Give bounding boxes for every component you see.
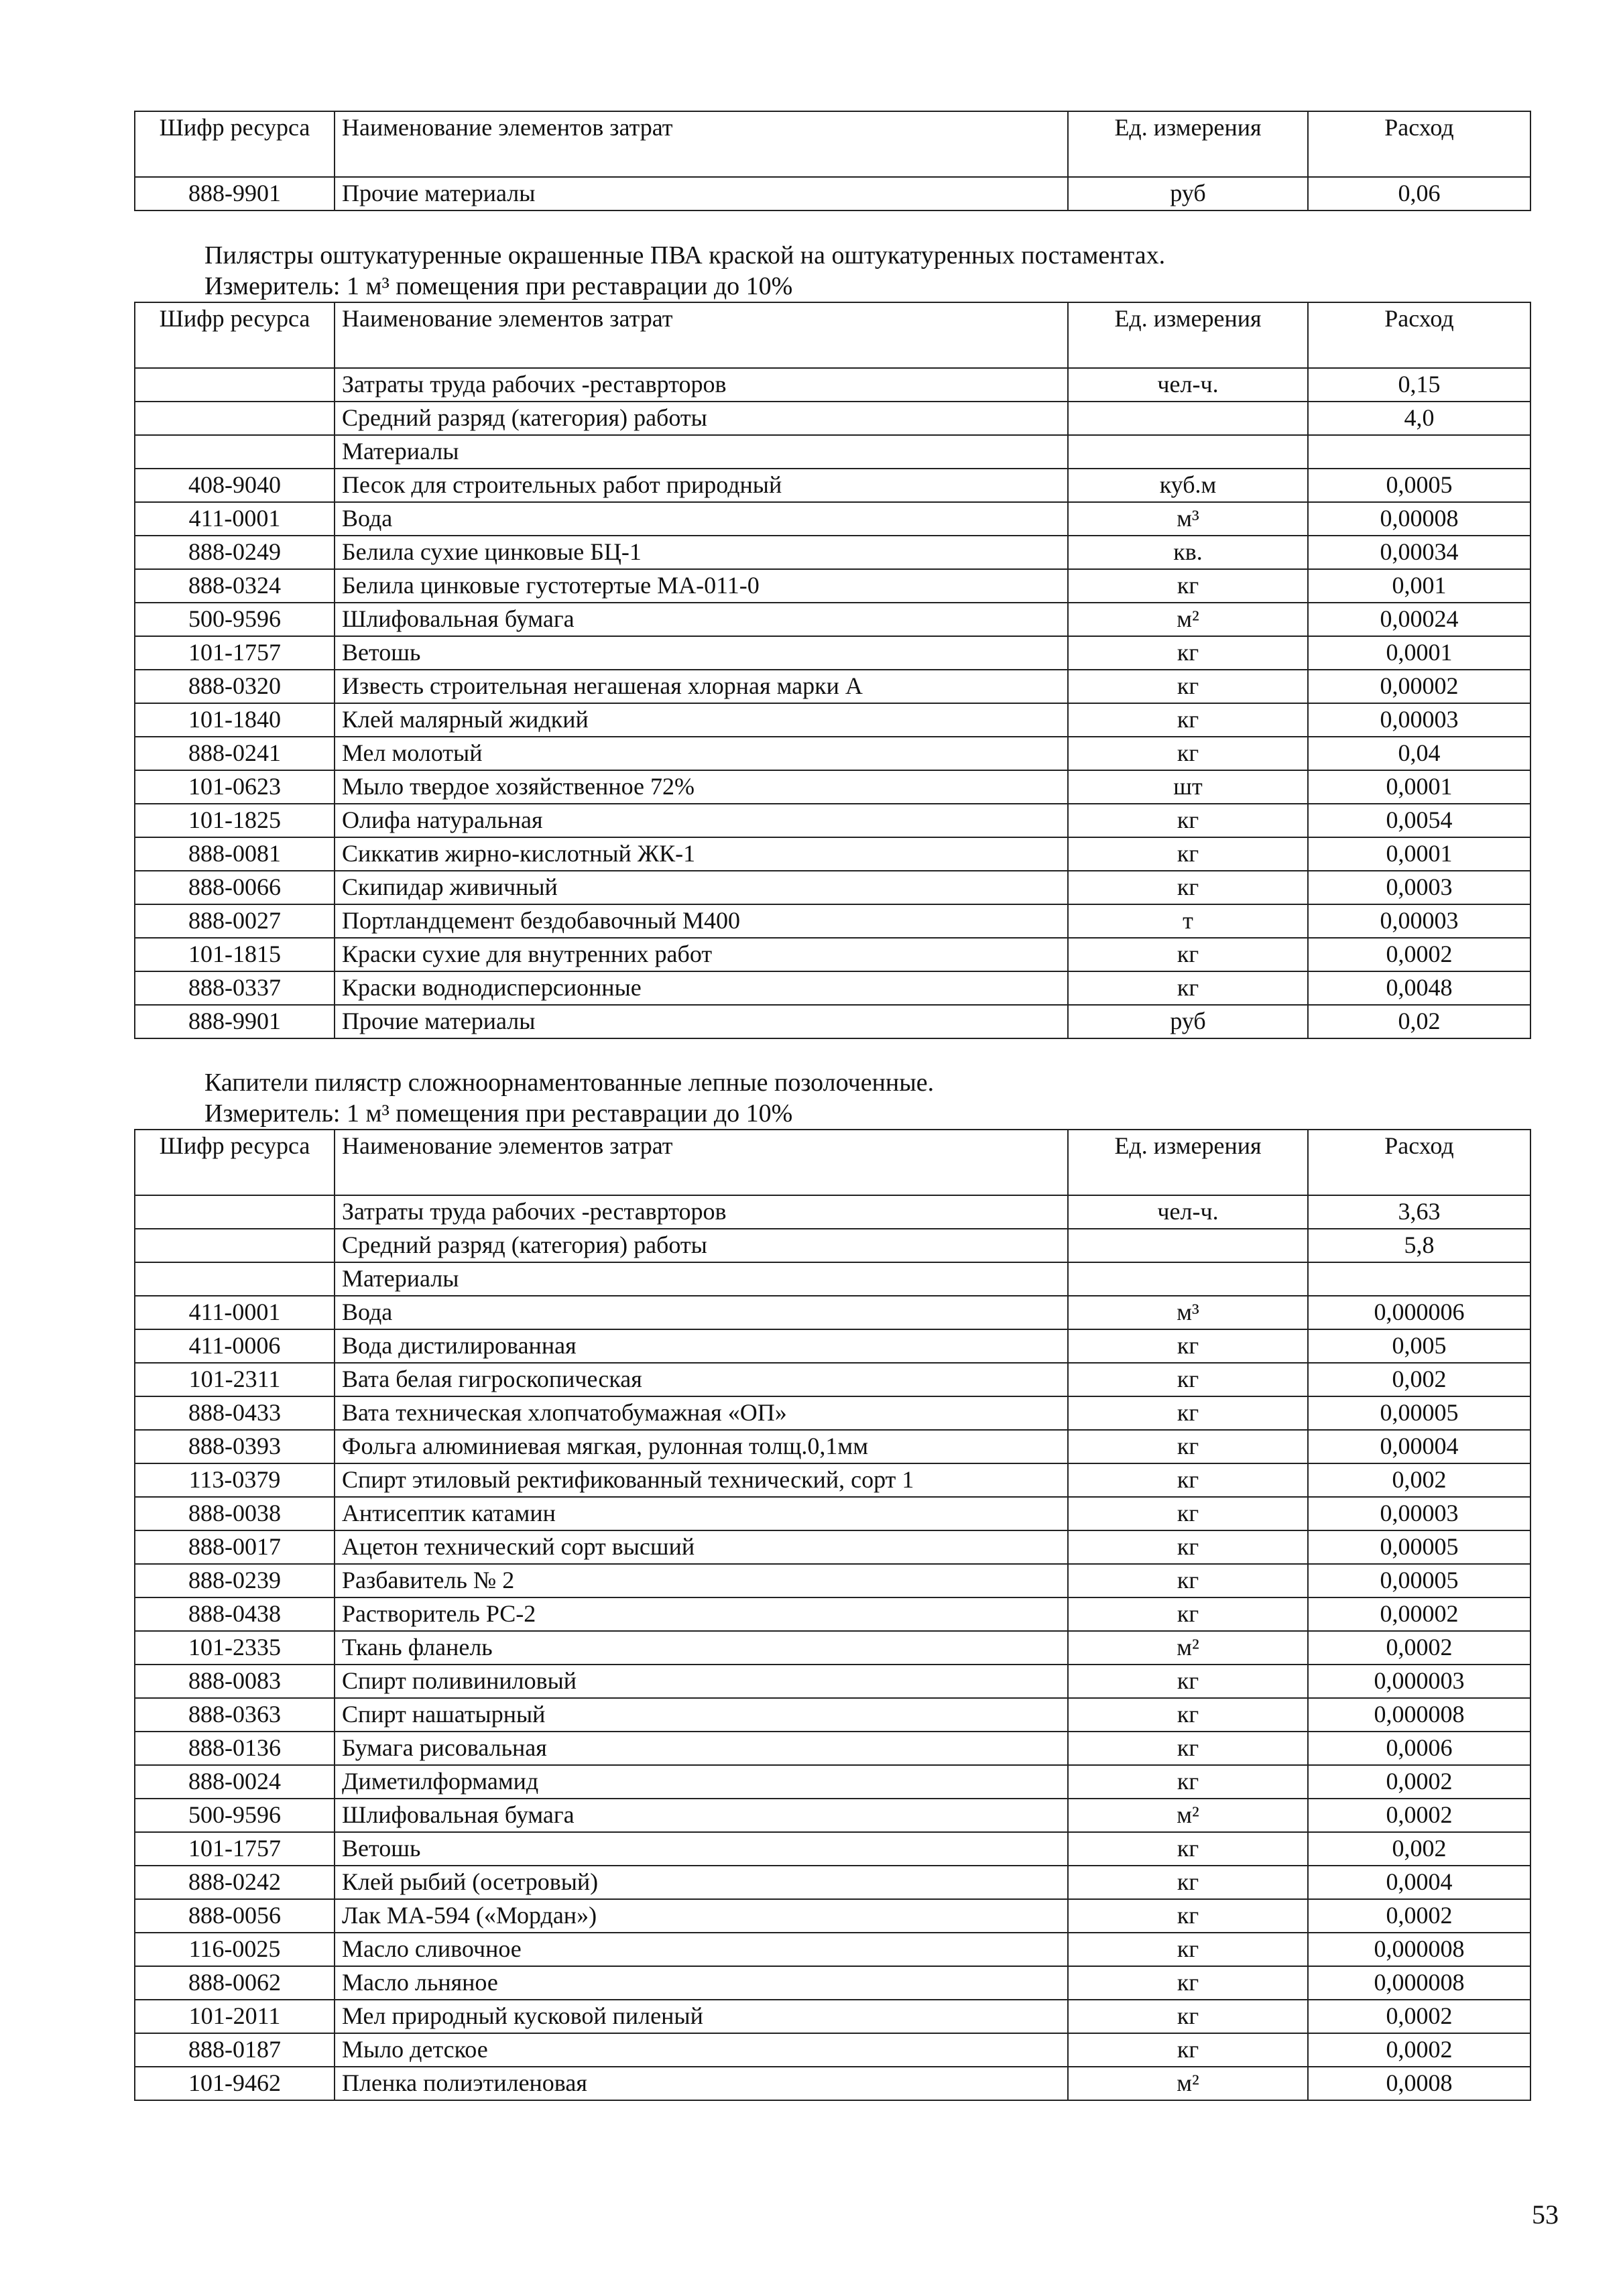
cell-amount: 0,000003 [1308,1665,1530,1698]
cell-code: 101-2311 [135,1363,335,1396]
cell-code: 408-9040 [135,469,335,502]
cell-code: 101-1840 [135,703,335,737]
cell-code [135,368,335,402]
cell-name: Затраты труда рабочих -реставрторов [335,1195,1068,1229]
table-row [135,177,1530,210]
table-row [135,971,1530,1005]
page-number: 53 [1532,2199,1559,2230]
cell-code: 101-1815 [135,938,335,971]
cell-unit: кг [1068,1329,1308,1363]
cell-unit: кг [1068,1497,1308,1530]
cell-name: Бумага рисовальная [335,1732,1068,1765]
cell-unit: кг [1068,1597,1308,1631]
table-row [135,1229,1530,1262]
cell-name: Средний разряд (категория) работы [335,1229,1068,1262]
cell-code: 101-2335 [135,1631,335,1665]
table-row [135,2000,1530,2033]
cell-name: Фольга алюминиевая мягкая, рулонная толщ.0,1мм [335,1430,1068,1463]
cell-amount: 0,00002 [1308,670,1530,703]
cell-name: Олифа натуральная [335,804,1068,837]
cell-amount: 0,0006 [1308,1732,1530,1765]
cell-name: Антисептик катамин [335,1497,1068,1530]
table-row [135,569,1530,603]
cell-amount: 0,000008 [1308,1933,1530,1966]
table-row [135,1732,1530,1765]
table-row [135,502,1530,536]
cell-amount: 0,00005 [1308,1396,1530,1430]
header-name: Наименование элементов затрат [335,1130,1068,1195]
cell-unit: м³ [1068,1296,1308,1329]
table-row [135,904,1530,938]
cell-amount: 0,00003 [1308,904,1530,938]
cell-code: 116-0025 [135,1933,335,1966]
header-code: Шифр ресурса [135,1130,335,1195]
cell-code: 888-9901 [135,177,335,210]
cell-code: 888-0320 [135,670,335,703]
table-row [135,1530,1530,1564]
cell-code [135,402,335,435]
cell-code [135,1195,335,1229]
cell-amount: 0,0054 [1308,804,1530,837]
cell-unit: кг [1068,1933,1308,1966]
cell-code [135,1262,335,1296]
cell-unit: кг [1068,971,1308,1005]
cell-name: Вата белая гигроскопическая [335,1363,1068,1396]
cell-unit: куб.м [1068,469,1308,502]
cell-name: Мел природный кусковой пиленый [335,2000,1068,2033]
table-row [135,1933,1530,1966]
cell-name: Шлифовальная бумага [335,603,1068,636]
table-row [135,536,1530,569]
cell-unit: кг [1068,636,1308,670]
cell-code: 888-0324 [135,569,335,603]
table-row [135,670,1530,703]
cell-code: 888-0062 [135,1966,335,2000]
table-row [135,2033,1530,2067]
cell-name: Затраты труда рабочих -реставрторов [335,368,1068,402]
cell-unit: чел-ч. [1068,1195,1308,1229]
cell-amount: 0,00003 [1308,703,1530,737]
table-row [135,469,1530,502]
cell-name: Песок для строительных работ природный [335,469,1068,502]
cell-name: Сиккатив жирно-кислотный ЖК-1 [335,837,1068,871]
cell-unit [1068,1229,1308,1262]
cell-code [135,435,335,469]
table-row [135,1296,1530,1329]
header-code: Шифр ресурса [135,111,335,177]
header-amount: Расход [1308,1130,1530,1195]
cell-code: 101-1825 [135,804,335,837]
cell-amount: 0,000008 [1308,1966,1530,2000]
cell-unit: кг [1068,703,1308,737]
cell-amount: 0,0003 [1308,871,1530,904]
cell-unit: кг [1068,1363,1308,1396]
cell-name: Материалы [335,1262,1068,1296]
table-row [135,1665,1530,1698]
table-row [135,1765,1530,1799]
cell-amount: 0,04 [1308,737,1530,770]
header-unit: Ед. измерения [1068,302,1308,368]
cell-code: 101-1757 [135,1832,335,1866]
cell-unit: руб [1068,1005,1308,1038]
cell-name: Шлифовальная бумага [335,1799,1068,1832]
cell-name: Материалы [335,435,1068,469]
cell-amount: 0,002 [1308,1463,1530,1497]
table-row [135,603,1530,636]
cell-unit: кг [1068,1899,1308,1933]
cell-unit: кг [1068,1463,1308,1497]
table-row [135,770,1530,804]
cell-unit: руб [1068,177,1308,210]
cell-amount: 3,63 [1308,1195,1530,1229]
cell-unit: кг [1068,1564,1308,1597]
cell-unit: кг [1068,1832,1308,1866]
cell-amount: 0,00024 [1308,603,1530,636]
cell-code: 101-1757 [135,636,335,670]
cell-amount: 0,15 [1308,368,1530,402]
cell-unit: м² [1068,1631,1308,1665]
cell-code: 888-0363 [135,1698,335,1732]
cell-amount: 0,000006 [1308,1296,1530,1329]
cell-name: Белила цинковые густотертые МА-011-0 [335,569,1068,603]
cell-code: 888-0083 [135,1665,335,1698]
table-row [135,435,1530,469]
table-section1 [134,302,1530,1039]
table-row [135,402,1530,435]
cell-code: 888-0066 [135,871,335,904]
table-row [135,1966,1530,2000]
cell-amount: 0,00002 [1308,1597,1530,1631]
table-row [135,1463,1530,1497]
cell-name: Разбавитель № 2 [335,1564,1068,1597]
cell-code: 888-0433 [135,1396,335,1430]
table-row [135,837,1530,871]
header-amount: Расход [1308,111,1530,177]
cell-unit: кг [1068,737,1308,770]
table-row [135,368,1530,402]
cell-unit: кг [1068,1396,1308,1430]
cell-amount [1308,435,1530,469]
cell-unit [1068,435,1308,469]
cell-code: 888-0038 [135,1497,335,1530]
table-top-continuation [134,111,1530,211]
cell-amount: 0,0002 [1308,2000,1530,2033]
section2-title: Капители пилястр сложноорнаментованные лепные позолоченные. [204,1069,935,1097]
table-row [135,1866,1530,1899]
cell-code: 888-9901 [135,1005,335,1038]
cell-amount: 0,005 [1308,1329,1530,1363]
cell-amount: 0,0048 [1308,971,1530,1005]
cell-amount: 5,8 [1308,1229,1530,1262]
cell-unit: кг [1068,569,1308,603]
table-row [135,1832,1530,1866]
cell-unit: чел-ч. [1068,368,1308,402]
cell-code: 888-0024 [135,1765,335,1799]
table-row [135,636,1530,670]
cell-code: 500-9596 [135,1799,335,1832]
cell-code: 888-0249 [135,536,335,569]
table-row [135,1597,1530,1631]
cell-code: 888-0241 [135,737,335,770]
cell-amount: 0,002 [1308,1363,1530,1396]
table-row [135,938,1530,971]
cell-unit: м³ [1068,502,1308,536]
cell-code: 101-9462 [135,2067,335,2100]
cell-amount: 0,06 [1308,177,1530,210]
cell-code: 888-0017 [135,1530,335,1564]
cell-name: Ветошь [335,636,1068,670]
cell-amount: 0,000008 [1308,1698,1530,1732]
cell-name: Лак МА-594 («Мордан») [335,1899,1068,1933]
table-row [135,1005,1530,1038]
cell-unit: кг [1068,1430,1308,1463]
cell-unit [1068,402,1308,435]
cell-name: Вата техническая хлопчатобумажная «ОП» [335,1396,1068,1430]
cell-unit [1068,1262,1308,1296]
cell-code: 411-0001 [135,502,335,536]
cell-amount: 0,0004 [1308,1866,1530,1899]
cell-name: Портландцемент бездобавочный М400 [335,904,1068,938]
cell-unit: кг [1068,1966,1308,2000]
cell-code: 500-9596 [135,603,335,636]
cell-unit: кг [1068,1698,1308,1732]
cell-code: 888-0027 [135,904,335,938]
table-row [135,2067,1530,2100]
cell-unit: кг [1068,837,1308,871]
header-amount: Расход [1308,302,1530,368]
cell-unit: кг [1068,1765,1308,1799]
cell-name: Ткань фланель [335,1631,1068,1665]
cell-amount: 0,0001 [1308,770,1530,804]
cell-name: Растворитель РС-2 [335,1597,1068,1631]
cell-name: Клей рыбий (осетровый) [335,1866,1068,1899]
cell-name: Масло льняное [335,1966,1068,2000]
section2-measure: Измеритель: 1 м³ помещения при реставрации до 10% [204,1099,793,1128]
cell-code: 888-0187 [135,2033,335,2067]
cell-name: Спирт нашатырный [335,1698,1068,1732]
table-row [135,1899,1530,1933]
cell-unit: кг [1068,1866,1308,1899]
cell-code: 101-2011 [135,2000,335,2033]
cell-unit: кг [1068,938,1308,971]
cell-name: Мыло детское [335,2033,1068,2067]
cell-code: 411-0001 [135,1296,335,1329]
cell-code: 888-0242 [135,1866,335,1899]
cell-unit: кг [1068,670,1308,703]
table-header [135,302,1530,368]
cell-amount: 0,0002 [1308,1799,1530,1832]
cell-name: Вода [335,502,1068,536]
cell-unit: м² [1068,1799,1308,1832]
cell-amount: 0,0002 [1308,1899,1530,1933]
cell-amount: 0,00004 [1308,1430,1530,1463]
cell-name: Прочие материалы [335,1005,1068,1038]
cell-code: 888-0438 [135,1597,335,1631]
table-row [135,871,1530,904]
cell-amount: 0,002 [1308,1832,1530,1866]
cell-amount: 0,0005 [1308,469,1530,502]
cell-name: Прочие материалы [335,177,1068,210]
table-row [135,1430,1530,1463]
cell-name: Ветошь [335,1832,1068,1866]
cell-amount: 0,00003 [1308,1497,1530,1530]
table-row [135,1799,1530,1832]
cell-amount: 0,0002 [1308,1631,1530,1665]
cell-unit: кв. [1068,536,1308,569]
header-code: Шифр ресурса [135,302,335,368]
cell-name: Мыло твердое хозяйственное 72% [335,770,1068,804]
cell-amount: 0,00005 [1308,1530,1530,1564]
cell-name: Масло сливочное [335,1933,1068,1966]
cell-name: Клей малярный жидкий [335,703,1068,737]
cell-name: Вода дистилированная [335,1329,1068,1363]
cell-code: 888-0136 [135,1732,335,1765]
cell-unit: кг [1068,2033,1308,2067]
cell-code [135,1229,335,1262]
table-row [135,1195,1530,1229]
cell-amount: 0,0008 [1308,2067,1530,2100]
header-name: Наименование элементов затрат [335,302,1068,368]
section1-title: Пилястры оштукатуренные окрашенные ПВА краской на оштукатуренных постаментах. [204,241,1166,269]
cell-unit: кг [1068,1665,1308,1698]
table-header [135,111,1530,177]
cell-amount: 0,0001 [1308,636,1530,670]
table-row [135,703,1530,737]
cell-name: Диметилформамид [335,1765,1068,1799]
table-row [135,1262,1530,1296]
cell-code: 888-0081 [135,837,335,871]
table-row [135,1363,1530,1396]
cell-code: 888-0393 [135,1430,335,1463]
cell-name: Спирт этиловый ректификованный технический, сорт 1 [335,1463,1068,1497]
cell-amount: 0,02 [1308,1005,1530,1038]
cell-name: Пленка полиэтиленовая [335,2067,1068,2100]
cell-amount: 0,00034 [1308,536,1530,569]
section1-measure: Измеритель: 1 м³ помещения при реставрации до 10% [204,272,793,300]
cell-amount: 0,00008 [1308,502,1530,536]
cell-code: 888-0337 [135,971,335,1005]
cell-unit: кг [1068,1732,1308,1765]
cell-name: Ацетон технический сорт высший [335,1530,1068,1564]
header-unit: Ед. измерения [1068,1130,1308,1195]
cell-amount: 0,001 [1308,569,1530,603]
cell-amount: 0,0002 [1308,2033,1530,2067]
cell-unit: кг [1068,804,1308,837]
table-row [135,737,1530,770]
table-row [135,1497,1530,1530]
cell-unit: м² [1068,2067,1308,2100]
cell-unit: т [1068,904,1308,938]
table-section2 [134,1129,1530,2101]
cell-name: Краски сухие для внутренних работ [335,938,1068,971]
cell-name: Белила сухие цинковые БЦ-1 [335,536,1068,569]
cell-amount: 0,0001 [1308,837,1530,871]
table-row [135,1698,1530,1732]
cell-unit: кг [1068,1530,1308,1564]
cell-name: Мел молотый [335,737,1068,770]
table-row [135,1564,1530,1597]
cell-name: Краски воднодисперсионные [335,971,1068,1005]
cell-unit: кг [1068,871,1308,904]
cell-name: Спирт поливиниловый [335,1665,1068,1698]
cell-name: Вода [335,1296,1068,1329]
cell-code: 101-0623 [135,770,335,804]
cell-code: 888-0056 [135,1899,335,1933]
table-row [135,1329,1530,1363]
cell-code: 888-0239 [135,1564,335,1597]
cell-code: 113-0379 [135,1463,335,1497]
cell-unit: м² [1068,603,1308,636]
cell-name: Скипидар живичный [335,871,1068,904]
cell-name: Известь строительная негашеная хлорная марки А [335,670,1068,703]
cell-unit: шт [1068,770,1308,804]
header-name: Наименование элементов затрат [335,111,1068,177]
table-row [135,1396,1530,1430]
cell-code: 411-0006 [135,1329,335,1363]
cell-name: Средний разряд (категория) работы [335,402,1068,435]
table-header [135,1130,1530,1195]
cell-amount [1308,1262,1530,1296]
table-row [135,1631,1530,1665]
table-row [135,804,1530,837]
cell-amount: 0,0002 [1308,1765,1530,1799]
cell-amount: 0,0002 [1308,938,1530,971]
cell-unit: кг [1068,2000,1308,2033]
cell-amount: 0,00005 [1308,1564,1530,1597]
header-unit: Ед. измерения [1068,111,1308,177]
cell-amount: 4,0 [1308,402,1530,435]
